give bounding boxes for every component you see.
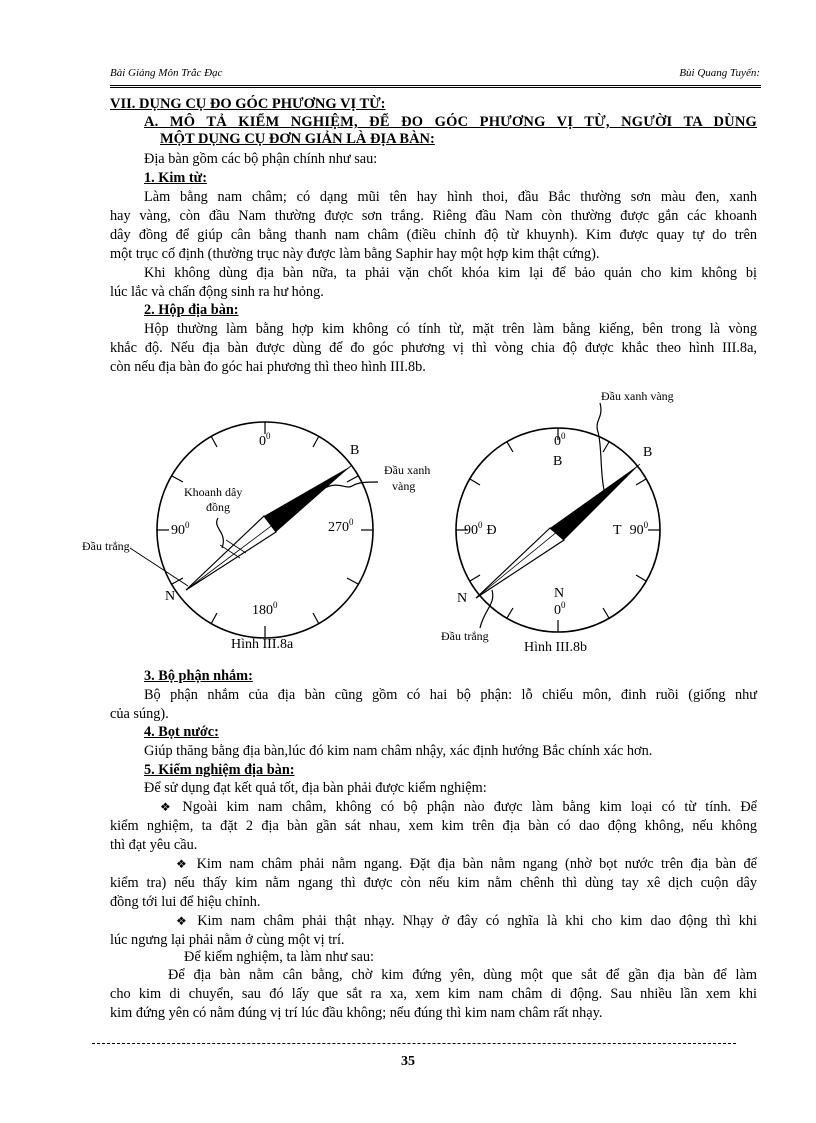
s1-p1-l1: Làm bằng nam châm; có dạng mũi tên hay hình thoi, đầu Bắc thường sơn màu đen, xanh — [144, 189, 757, 205]
fig-a-label-bottom: $180^0$ — [252, 600, 278, 618]
s3-l1: Bộ phận nhắm của địa bàn cũng gồm có hai bộ phận: lỗ chiếu môn, đinh ruồi (giống như — [144, 687, 757, 703]
fig-b-top-letter: B — [553, 454, 563, 469]
fig-b-label-left: $90^0$ Đ — [464, 520, 497, 538]
s5-title: 5. Kiểm nghiệm địa bàn: — [144, 762, 295, 778]
fig-b-tip-leader — [597, 403, 604, 490]
s5-p-l3: kim đứng yên có nằm đúng vị trí lúc đầu không; nếu đúng thì kim nam châm rất nhạy. — [110, 1005, 603, 1021]
s5-bullet3-l2: lúc ngưng lại phải nằm ở cùng một vị trí. — [110, 932, 345, 948]
fig-a-coil-label-2: đồng — [206, 500, 230, 514]
header-right: Bùi Quang Tuyến: — [679, 67, 760, 79]
s1-p1-l3: dây đồng để giúp cân bằng thanh nam châm (điều chỉnh độ từ khuynh). Kim được quay tự do trên — [110, 227, 757, 243]
s5-bullet1-l3: thì đạt yêu cầu. — [110, 837, 198, 853]
fig-b-label-bottom: $0^0$ — [554, 600, 566, 618]
fig-b-label-right: T $90^0$ — [613, 520, 649, 538]
bullet-icon: ❖ — [176, 914, 192, 928]
s4-title: 4. Bọt nước: — [144, 724, 219, 740]
s2-l2: khắc độ. Nếu địa bàn được dùng để đo góc phương vị thì vòng chia độ được khắc theo hình III.8a, — [110, 340, 757, 356]
fig-a-north-letter: B — [350, 443, 360, 458]
s3-title: 3. Bộ phận nhắm: — [144, 668, 253, 684]
s5-bullet2-l1: ❖ Kim nam châm phải nằm ngang. Đặt địa bàn nằm ngang (nhờ bọt nước trên địa bàn để — [176, 856, 757, 872]
fig-b-white-end-label: Đầu trắng — [441, 629, 489, 643]
fig-a-tip-label-1: Đầu xanh — [384, 463, 431, 477]
fig-a-coil-label-1: Khoanh dây — [184, 485, 243, 499]
fig-a-label-left: $90^0$ — [171, 520, 190, 538]
subsection-a-line2: MỘT DỤNG CỤ ĐƠN GIẢN LÀ ĐỊA BÀN: — [160, 131, 435, 147]
fig-a-needle-south-half — [186, 516, 276, 590]
header-rule — [110, 85, 761, 88]
s1-title: 1. Kim từ: — [144, 170, 207, 186]
fig-b-bottom-letter: N — [554, 586, 565, 601]
fig-b-needle-south-letter: N — [457, 591, 468, 606]
s5-how: Để kiểm nghiệm, ta làm như sau: — [184, 949, 374, 965]
s5-bullet2-l2: kiểm tra) nếu thấy kim nằm ngang thì được còn nếu kim nằm chênh thì dùng tay xê dịch cuộn dây — [110, 875, 757, 891]
fig-a-caption: Hình III.8a — [231, 637, 294, 652]
page-number: 35 — [401, 1054, 415, 1069]
s5-p-l2: cho kim di chuyển, sau đó lấy que sắt ra xa, xem kim nam châm di động. Sau nhiều lần xem khi — [110, 986, 757, 1002]
fig-b-tip-label: Đầu xanh vàng — [601, 389, 674, 403]
fig-a-label-right: $270^0$ — [328, 517, 354, 535]
s1-p1-l2: hay vàng, còn đầu Nam thường được sơn trắng. Riêng đầu Nam còn thường được gắn các khoanh — [110, 208, 757, 224]
bullet-icon: ❖ — [160, 800, 177, 814]
figure-a — [82, 422, 430, 652]
s5-bullet1-l1: ❖ Ngoài kim nam châm, không có bộ phận nào được làm bằng kim loại có từ tính. Để — [160, 799, 757, 815]
fig-a-coil-leader — [217, 518, 224, 548]
s2-l3: còn nếu địa bàn đo góc hai phương thì theo hình III.8b. — [110, 359, 426, 375]
s5-bullet3-l1: ❖ Kim nam châm phải thật nhạy. Nhạy ở đây có nghĩa là khi cho kim dao động thì khi — [176, 913, 757, 929]
s1-p2-l1: Khi không dùng địa bàn nữa, ta phải vặn chốt khóa kim lại để bảo quản cho kim không bị — [144, 265, 757, 281]
fig-b-white-leader — [480, 590, 493, 628]
fig-a-white-end-label: Đầu trắng — [82, 539, 130, 553]
header-left: Bài Giảng Môn Trắc Đạc — [110, 67, 223, 79]
s5-bullet1-l2: kiểm nghiệm, ta đặt 2 địa bàn gần sát nhau, xem kim trên địa bàn có dao động không, nếu không — [110, 818, 757, 834]
fig-a-tip-label-2: vàng — [392, 479, 416, 493]
s5-bullet2-l3: đồng tới lui để hiệu chỉnh. — [110, 894, 261, 910]
intro-text: Địa bàn gồm các bộ phận chính như sau: — [144, 151, 378, 167]
footer-rule — [92, 1043, 736, 1044]
s3-l2: của súng). — [110, 706, 169, 722]
fig-b-caption: Hình III.8b — [524, 640, 587, 655]
s2-title: 2. Hộp địa bàn: — [144, 302, 239, 318]
s1-p1-l4: một trục cố định (thường trục này được làm bằng Saphir hay một hợp kim thật cứng). — [110, 246, 600, 262]
compass-figures — [0, 380, 816, 660]
subsection-a-line1: A. MÔ TẢ KIỂM NGHIỆM, ĐỂ ĐO GÓC PHƯƠNG VỊ TỪ, NGƯỜI TA DÙNG — [144, 114, 757, 130]
fig-a-south-letter: N — [165, 589, 176, 604]
s1-p2-l2: lúc lắc và chấn động sinh ra hư hỏng. — [110, 284, 324, 300]
s2-l1: Hộp thường làm bằng hợp kim không có tính từ, mặt trên làm bằng kiếng, bên trong là vòng — [144, 321, 757, 337]
bullet-icon: ❖ — [176, 857, 191, 871]
section-title: VII. DỤNG CỤ ĐO GÓC PHƯƠNG VỊ TỪ: — [110, 96, 386, 112]
s5-intro: Để sử dụng đạt kết quả tốt, địa bàn phải được kiểm nghiệm: — [144, 780, 487, 796]
figure-b — [441, 389, 674, 655]
fig-b-label-top: $0^0$ — [554, 431, 566, 449]
s4-l1: Giúp thăng bằng địa bàn,lúc đó kim nam châm nhậy, xác định hướng Bắc chính xác hơn. — [144, 743, 653, 759]
s5-p-l1: Để địa bàn nằm cân bằng, chờ kim đứng yên, dùng một que sắt để gần địa bàn để làm — [168, 967, 757, 983]
fig-a-label-top: $0^0$ — [259, 431, 271, 449]
fig-b-needle-north-letter: B — [643, 445, 653, 460]
